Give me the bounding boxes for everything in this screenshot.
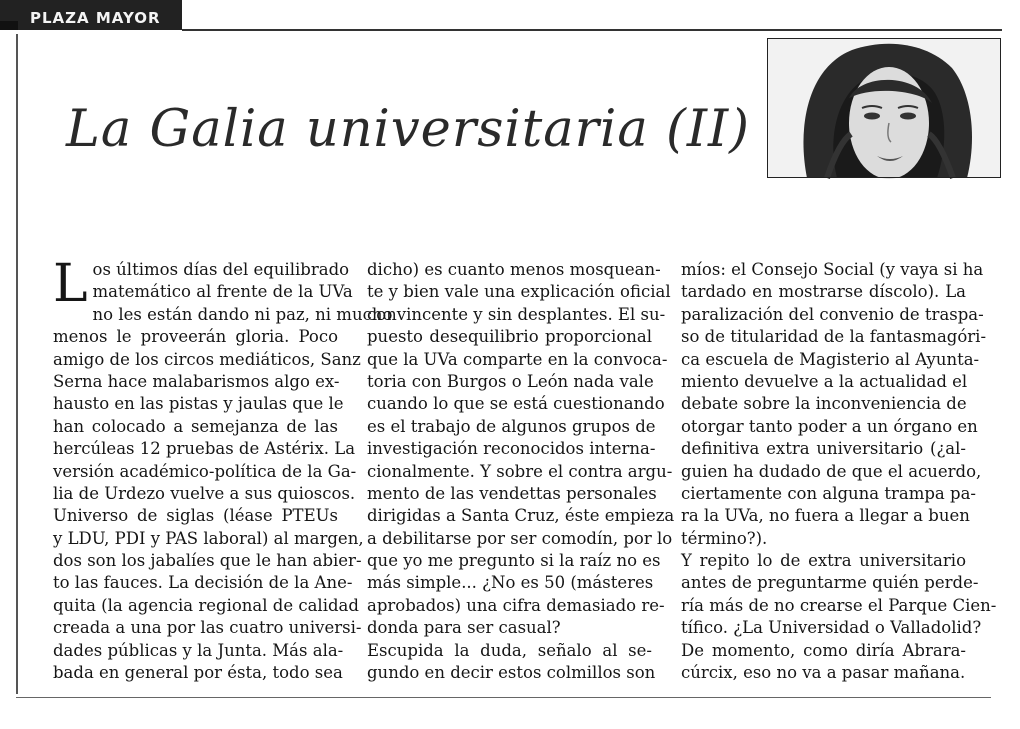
author-portrait xyxy=(767,38,1001,178)
portrait-image xyxy=(767,38,1001,178)
section-label: PLAZA MAYOR xyxy=(30,9,161,27)
article-line: dicho) es cuanto menos mosquean- xyxy=(367,260,661,279)
article-line: te y bien vale una explicación oficial xyxy=(367,282,671,302)
section-tab xyxy=(0,0,182,30)
article-line: es el trabajo de algunos grupos de xyxy=(367,416,656,436)
article-line: y LDU, PDI y PAS laboral) al margen, xyxy=(53,528,364,548)
article-line: tardado en mostrarse díscolo). La xyxy=(681,282,966,302)
article-line: investigación reconocidos interna- xyxy=(367,439,656,459)
article-line: De momento, como diría Abrara- xyxy=(681,640,966,660)
article-line: míos: el Consejo Social (y vaya si ha xyxy=(681,260,984,279)
article-line: ciertamente con alguna trampa pa- xyxy=(681,483,976,503)
article-title: La Galia universitaria (II) xyxy=(66,100,751,159)
article-line: otorgar tanto poder a un órgano en xyxy=(681,416,978,436)
article-line: lia de Urdezo vuelve a sus quioscos. xyxy=(53,483,356,503)
article-line: dades públicas y la Junta. Más ala- xyxy=(53,640,344,660)
left-rule xyxy=(16,34,18,694)
article-line: dirigidas a Santa Cruz, éste empieza xyxy=(367,506,675,526)
article-line: aprobados) una cifra demasiado re- xyxy=(367,595,665,615)
article-line: Escupida la duda, señalo al se- xyxy=(367,640,652,660)
article-line: a debilitarse por ser comodín, por lo xyxy=(367,528,673,548)
article-line: tífico. ¿La Universidad o Valladolid? xyxy=(681,618,982,638)
article-line: cionalmente. Y sobre el contra argu- xyxy=(367,461,673,481)
article-line: definitiva extra universitario (¿al- xyxy=(681,439,966,459)
drop-cap: L xyxy=(53,254,88,314)
article-line: to las fauces. La decisión de la Ane- xyxy=(53,573,353,593)
section-tab-mark xyxy=(0,21,18,30)
article-line: matemático al frente de la UVa xyxy=(92,282,353,302)
article-line: hercúleas 12 pruebas de Astérix. La xyxy=(53,439,356,459)
article-line: amigo de los circos mediáticos, Sanz xyxy=(53,349,361,369)
article-line: han colocado a semejanza de las xyxy=(53,416,338,436)
article-line: toria con Burgos o León nada vale xyxy=(367,371,654,391)
article-line: miento devuelve a la actualidad el xyxy=(681,371,968,391)
article-line: donda para ser casual? xyxy=(367,618,561,638)
article-line: versión académico-política de la Ga- xyxy=(53,461,357,481)
article-line: bada en general por ésta, todo sea xyxy=(53,663,343,683)
article-line: guien ha dudado de que el acuerdo, xyxy=(681,461,982,481)
article-line: cuando lo que se está cuestionando xyxy=(367,394,665,414)
article-line: cúrcix, eso no va a pasar mañana. xyxy=(681,663,966,683)
article-line: paralización del convenio de traspa- xyxy=(681,304,984,324)
article-line: ca escuela de Magisterio al Ayunta- xyxy=(681,349,980,369)
article-line: Serna hace malabarismos algo ex- xyxy=(53,371,340,391)
article-line: más simple... ¿No es 50 (másteres xyxy=(367,573,654,593)
top-rule xyxy=(182,29,1002,31)
article-line: ra la UVa, no fuera a llegar a buen xyxy=(681,506,970,526)
article-line: convincente y sin desplantes. El su- xyxy=(367,304,666,324)
article-column-3 xyxy=(681,259,997,684)
article-line: menos le proveerán gloria. Poco xyxy=(53,327,338,347)
article-line: antes de preguntarme quién perde- xyxy=(681,573,979,593)
article-line: Y repito lo de extra universitario xyxy=(681,551,966,571)
article-line: os últimos días del equilibrado xyxy=(92,260,350,279)
article-column-2 xyxy=(367,259,675,684)
article-line: mento de las vendettas personales xyxy=(367,483,657,503)
article-line: que la UVa comparte en la convoca- xyxy=(367,349,668,369)
article-line: debate sobre la inconveniencia de xyxy=(681,394,967,414)
article-line: que yo me pregunto si la raíz no es xyxy=(367,551,661,571)
article-line: no les están dando ni paz, ni mucho xyxy=(92,304,393,324)
article-line: creada a una por las cuatro universi- xyxy=(53,618,362,638)
article-line: Universo de siglas (léase PTEUs xyxy=(53,506,338,526)
article-line: término?). xyxy=(681,528,768,548)
article-column-1 xyxy=(53,254,393,684)
article-line: dos son los jabalíes que le han abier- xyxy=(53,551,362,571)
article-line: quita (la agencia regional de calidad xyxy=(53,595,359,615)
article-line: puesto desequilibrio proporcional xyxy=(367,327,652,347)
bottom-rule xyxy=(16,697,991,698)
article-line: so de titularidad de la fantasmagóri- xyxy=(681,327,987,347)
article-line: ría más de no crearse el Parque Cien- xyxy=(681,595,997,615)
article-line: hausto en las pistas y jaulas que le xyxy=(53,394,344,414)
article-line: gundo en decir estos colmillos son xyxy=(367,663,656,683)
